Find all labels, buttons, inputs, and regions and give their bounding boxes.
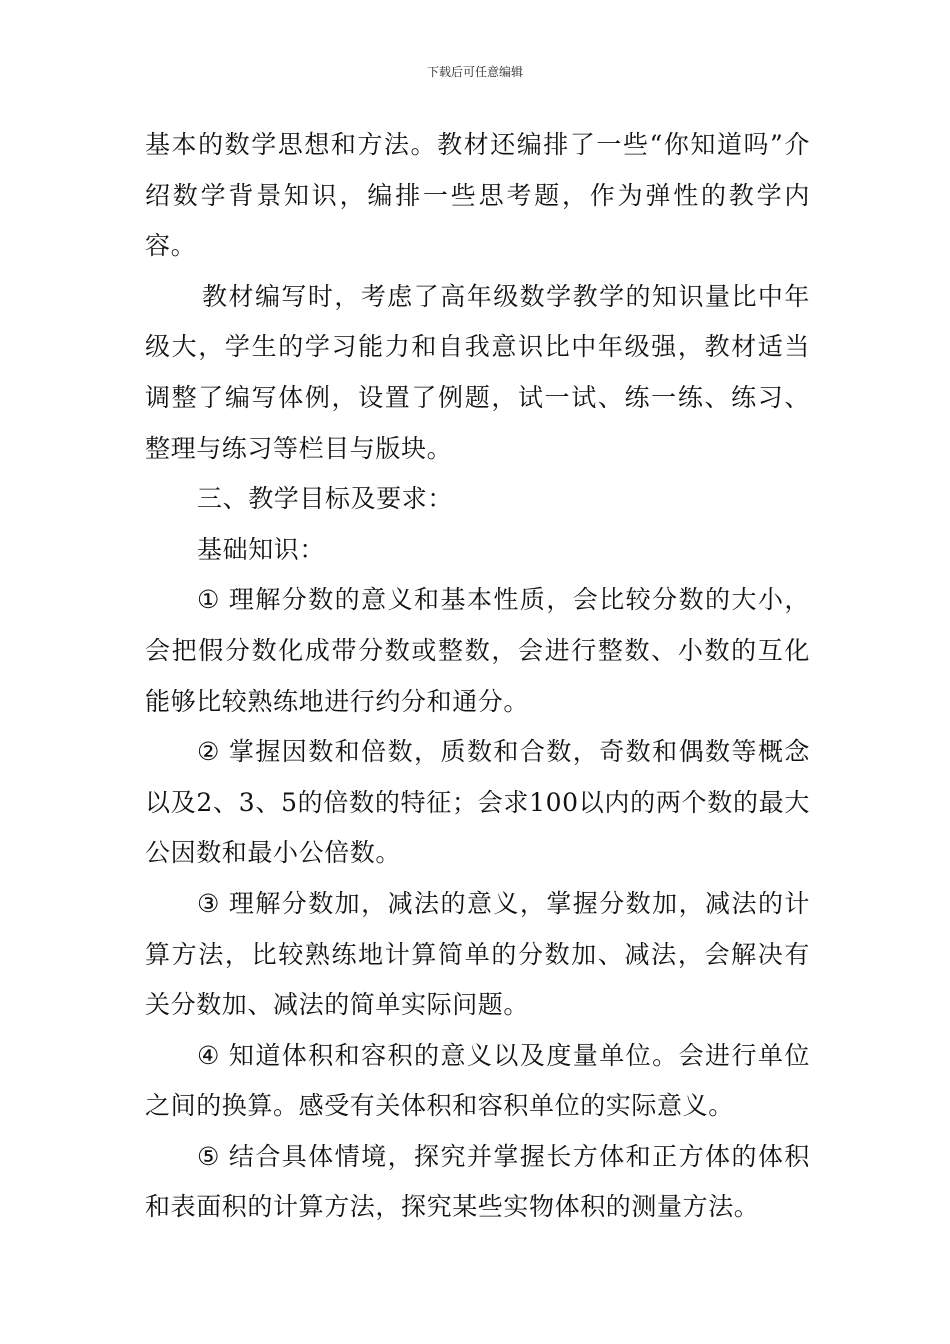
section-heading-goals: 三、教学目标及要求： bbox=[197, 484, 454, 514]
list-item-text: 掌握因数和倍数，质数和合数，奇数和偶数等概念以及2、3、5的倍数的特征；会求100以内的两个数的最大公因数和最小公倍数。 bbox=[145, 737, 810, 868]
list-item bbox=[145, 1132, 810, 1233]
list-item-text: 知道体积和容积的意义以及度量单位。会进行单位之间的换算。感受有关体积和容积单位的实际意义。 bbox=[145, 1040, 810, 1121]
page-header: 下载后可任意编辑 bbox=[426, 65, 523, 79]
document-body bbox=[145, 120, 810, 1233]
list-item-text: 理解分数加，减法的意义，掌握分数加，减法的计算方法，比较熟练地计算简单的分数加、减法，会解决有关分数加、减法的简单实际问题。 bbox=[145, 888, 810, 1020]
list-item bbox=[145, 727, 810, 879]
subheading-basic-knowledge: 基础知识： bbox=[197, 534, 326, 564]
list-marker: ③ bbox=[197, 888, 221, 918]
paragraph-textbook-design: 教材编写时，考虑了高年级数学教学的知识量比中年级大，学生的学习能力和自我意识比中年级强，教材适当调整了编写体例，设置了例题，试一试、练一练、练习、整理与练习等栏目与版块。 bbox=[145, 281, 810, 463]
list-marker: ④ bbox=[197, 1040, 221, 1070]
list-item-text: 结合具体情境，探究并掌握长方体和正方体的体积和表面积的计算方法，探究某些实物体积的测量方法。 bbox=[145, 1141, 810, 1222]
list-marker: ⑤ bbox=[197, 1141, 221, 1171]
list-item bbox=[145, 575, 810, 727]
paragraph-continued: 基本的数学思想和方法。教材还编排了一些“你知道吗”介绍数学背景知识，编排一些思考题，作为弹性的教学内容。 bbox=[145, 130, 810, 261]
list-item-text: 理解分数的意义和基本性质，会比较分数的大小，会把假分数化成带分数或整数，会进行整数、小数的互化能够比较熟练地进行约分和通分。 bbox=[145, 585, 810, 716]
list-item bbox=[145, 1031, 810, 1132]
list-marker: ① bbox=[197, 585, 221, 615]
list-item bbox=[145, 879, 810, 1031]
list-marker: ② bbox=[197, 737, 221, 767]
